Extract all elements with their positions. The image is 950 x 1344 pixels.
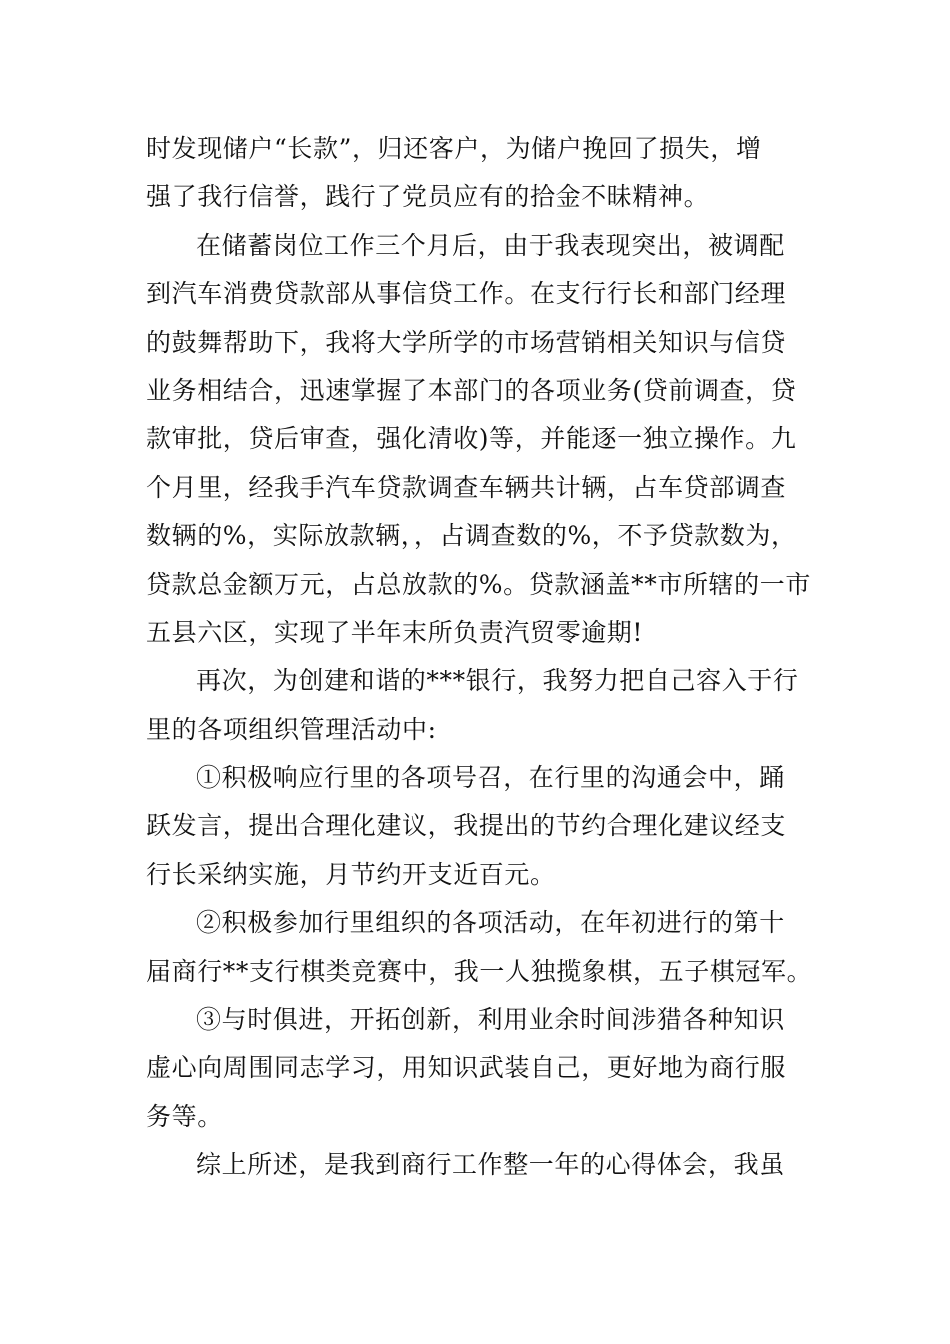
text-line: 行长采纳实施，月节约开支近百元。 (146, 859, 556, 889)
paragraph-start-line: 再次，为创建和谐的***银行，我努力把自己容入于行 (196, 666, 799, 696)
text-line: 个月里，经我手汽车贷款调查车辆共计辆，占车贷部调查 (146, 472, 787, 502)
text-line: 到汽车消费贷款部从事信贷工作。在支行行长和部门经理 (146, 279, 787, 309)
document-body (146, 125, 813, 1190)
text-line: 虚心向周围同志学习，用知识武装自己，更好地为商行服 (146, 1053, 787, 1083)
text-line: 的鼓舞帮助下，我将大学所学的市场营销相关知识与信贷 (146, 327, 787, 357)
text-line: 跃发言，提出合理化建议，我提出的节约合理化建议经支 (146, 811, 787, 841)
paragraph-start-line: ①积极响应行里的各项号召，在行里的沟通会中，踊 (196, 763, 785, 793)
text-line: 届商行**支行棋类竞赛中，我一人独揽象棋，五子棋冠军。 (146, 956, 813, 986)
text-line: 贷款总金额万元，占总放款的%。贷款涵盖**市所辖的一市 (146, 569, 811, 599)
text-line: 业务相结合，迅速掌握了本部门的各项业务(贷前调查，贷 (146, 375, 797, 405)
paragraph-start-line: 综上所述，是我到商行工作整一年的心得体会，我虽 (196, 1150, 785, 1180)
text-line: 数辆的%，实际放款辆，，占调查数的%，不予贷款数为， (146, 521, 797, 551)
paragraph-start-line: ③与时俱进，开拓创新，利用业余时间涉猎各种知识 (196, 1005, 785, 1035)
paragraph-start-line: 在储蓄岗位工作三个月后，由于我表现突出，被调配 (196, 230, 785, 260)
text-line: 务等。 (146, 1101, 223, 1131)
paragraph-start-line: ②积极参加行里组织的各项活动，在年初进行的第十 (196, 908, 785, 938)
text-line: 五县六区，实现了半年末所负责汽贸零逾期! (146, 617, 644, 647)
text-line: 里的各项组织管理活动中: (146, 714, 437, 744)
text-line: 强了我行信誉，践行了党员应有的拾金不昧精神。 (146, 182, 710, 212)
text-line: 款审批，贷后审查，强化清收)等，并能逐一独立操作。九 (146, 424, 797, 454)
text-line: 时发现储户“长款”，归还客户，为储户挽回了损失，增 (146, 134, 762, 163)
